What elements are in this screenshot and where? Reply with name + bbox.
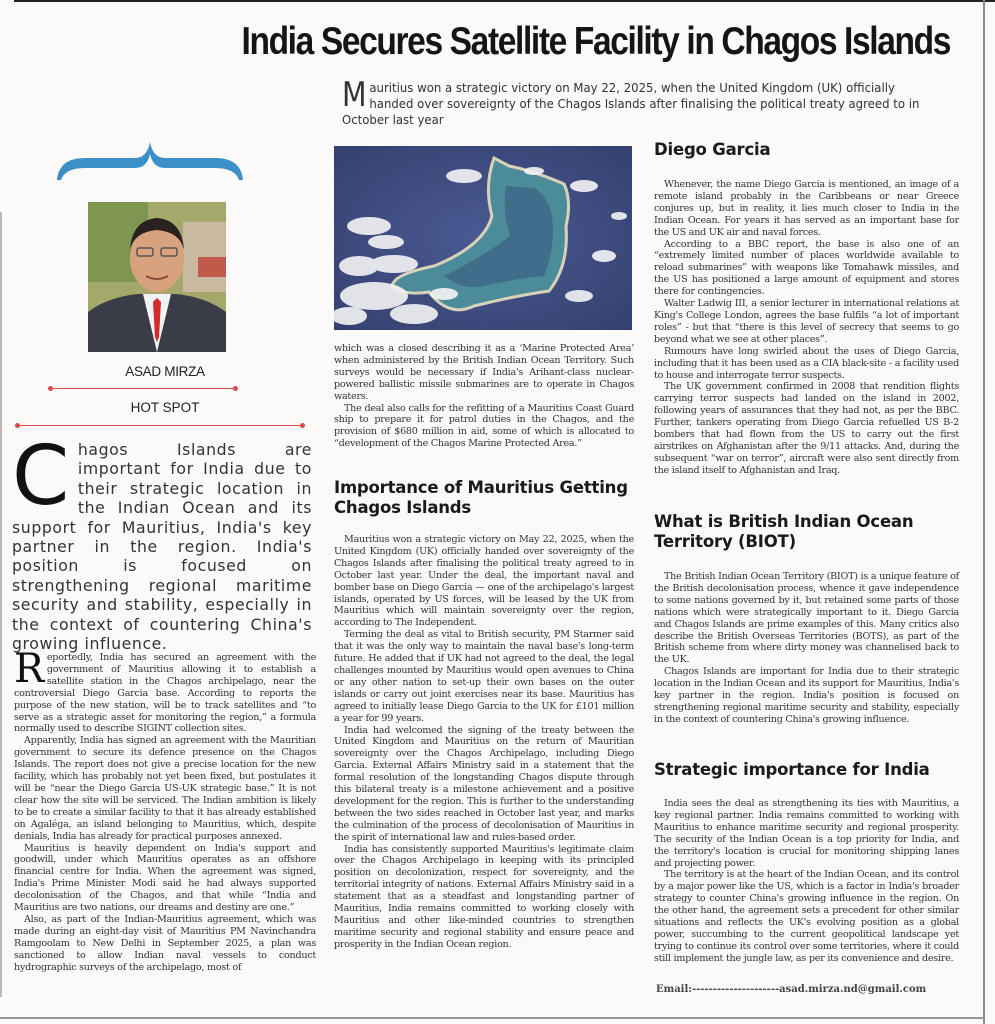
author-portrait-icon <box>88 202 226 352</box>
right-rule <box>983 0 985 1024</box>
pull-quote-text: hagos Islands are important for India due to their strategic location in the Indian Ocean and its support for Mauritius, India's key partner in the region. India's position is focused on strengthening regional maritime security and stability, especially in the context of countering China's growing influence. <box>12 440 312 654</box>
paragraph: Mauritius is heavily dependent on India's support and goodwill, under which Mauritius operates as an offshore financial centre for India. When the agreement was signed, India's Prime Minister Modi said he had always supported decolonisation of the Chagos, and that while “India and Mauritius are two nations, our dreams and destiny are one.” <box>14 842 316 914</box>
email-label: Email:--------------------- <box>656 984 780 995</box>
paragraph: Apparently, India has signed an agreement with the Mauritian government to secure its defence presence on the Chagos Islands. The report does not give a precise location for the new facility, which has probably not yet been fixed, but postulates it will be “near the Diego Garcia US-UK strategic base.” It is not clear how the site will be serviced. The Indian ambition is likely to be to create a similar facility to that it has already established on Agaléga, an island belonging to Mauritius, which, despite denials, India has already for practical purposes annexed. <box>14 735 316 842</box>
standfirst-text: auritius won a strategic victory on May 22, 2025, when the United Kingdom (UK) officially handed over sovereignty of the Chagos Islands after finalising the political treaty agreed to in October last year <box>342 80 920 127</box>
atoll-image-icon <box>334 146 632 330</box>
paragraph: Rumours have long swirled about the uses of Diego Garcia, including that it has been used as a CIA black-site - a facility used to house and interrogate terror suspects. <box>654 345 959 381</box>
pull-quote <box>12 429 312 654</box>
left-rule <box>0 212 2 997</box>
headline: India Secures Satellite Facility in Chagos Islands <box>241 20 951 63</box>
pull-quote-drop-cap: C <box>12 429 70 524</box>
brace-ornament-icon <box>55 140 245 190</box>
paragraph: According to a BBC report, the base is also one of an “extremely limited number of places worldwide available to reload submarines” with weapons like Tomahawk missiles, and the US has positioned a large amount of equipment and stores there for contingencies. <box>654 238 959 298</box>
section-title-strategic: Strategic importance for India <box>654 760 930 779</box>
paragraph: The territory is at the heart of the Indian Ocean, and its control by a major power like the US, which is a factor in India's broader strategy to counter China's growing influence in the region. On the other hand, the agreement sets a precedent for other similar situations and reflects the UK's evolving position as a global power, succumbing to the current geopolitical landscape yet trying to continue its control over some territories, where it could still implement the jungle law, as per its convenience and desire. <box>654 869 959 964</box>
column-1 <box>14 646 316 973</box>
section-title-biot: What is British Indian Ocean Territory (BIOT) <box>654 512 914 551</box>
column-3-strategic <box>654 798 959 965</box>
diego-garcia-satellite-image <box>334 146 632 330</box>
paragraph: Mauritius won a strategic victory on May 22, 2025, when the United Kingdom (UK) officially handed over sovereignty of the Chagos Islands after finalising the political treaty agreed to in October last year. Under the deal, the important naval and bomber base on Diego Garcia — one of the archipelago's largest islands, operated by US forces, will be leased by the UK from Mauritius which will maintain sovereignty over the region, according to The Independent. <box>334 534 634 629</box>
paragraph: Whenever, the name Diego Garcia is mentioned, an image of a remote island probably in the Caribbeans or near Greece conjures up, but in reality, it lies much closer to India in the Indian Ocean. For years it has served as an important base for the US and UK air and naval forces. <box>654 179 959 238</box>
column-3-biot <box>654 571 959 726</box>
author-photo <box>88 202 226 352</box>
paragraph-text: eportedly, India has secured an agreement with the government of Mauritius allowing it to establish a satellite station in the Chagos archipelago, near the controversial Diego Garcia base. According to reports the purpose of the new station, will be to track satellites and “to serve as a strategic asset for monitoring the region,” a formula normally used to describe SIGINT collection sites. <box>14 652 316 735</box>
paragraph: India has consistently supported Mauritius's legitimate claim over the Chagos Archipelago in keeping with its principled position on decolonization, respect for sovereignty, and the territorial integrity of nations. External Affairs Ministry said in a statement that as a steadfast and longstanding partner of Mauritius, India remains committed to working closely with Mauritius and other like-minded countries to strengthen maritime security and regional stability and ensure peace and prosperity in the Indian Ocean region. <box>334 843 634 950</box>
paragraph: Also, as part of the Indian-Mauritius agreement, which was made during an eight-day visit of Mauritius PM Navinchandra Ramgoolam to New Delhi in September 2025, a plan was sanctioned to allow Indian naval vessels to conduct hydrographic surveys of the archipelago, most of <box>14 913 316 973</box>
standfirst-drop-cap: M <box>342 75 367 115</box>
paragraph: The deal also calls for the refitting of a Mauritius Coast Guard ship to prepare it for patrol duties in the Chagos, and the provision of $680 million in aid, some of which is allocated to “development of the Chagos Marine Protected Area.” <box>334 402 634 450</box>
section-title-diego-garcia: Diego Garcia <box>654 140 771 159</box>
column-2-section <box>334 534 634 951</box>
email-link[interactable]: asad.mirza.nd@gmail.com <box>779 984 927 995</box>
section-title-importance: Importance of Mauritius Getting Chagos Islands <box>334 478 628 517</box>
column-2-continuation <box>334 343 634 450</box>
body-drop-cap: R <box>14 646 44 692</box>
author-name: ASAD MIRZA <box>125 364 205 379</box>
paragraph: India sees the deal as strengthening its ties with Mauritius, a key regional partner. India remains committed to working with Mauritius to enhance maritime security and regional prosperity. The security of the Indian Ocean is a top priority for India, and the territory's location is crucial for monitoring shipping lanes and projecting power. <box>654 798 959 869</box>
rule-dot <box>233 386 238 391</box>
paragraph: Chagos Islands are important for India due to their strategic location in the Indian Ocean and its support for Mauritius, India's key partner in the region. India's position is focused on strengthening regional maritime security and stability, especially in the context of countering China's growing influence. <box>654 666 959 725</box>
paragraph <box>14 646 316 735</box>
paragraph: Terming the deal as vital to British security, PM Starmer said that it was the only way to maintain the naval base's long-term future. He added that if UK had not agreed to the deal, the legal challenges mounted by Mauritius would open avenues to China or any other nation to set-up their own bases on the outer islands or carry out joint exercises near its base. Mauritius has agreed to initially lease Diego Garcia to the UK for £101 million a year for 99 years. <box>334 629 634 724</box>
paragraph: India had welcomed the signing of the treaty between the United Kingdom and Mauritius on the return of Mauritian sovereignty over the Chagos Archipelago, including Diego Garcia. External Affairs Ministry said in a statement that the formal resolution of the longstanding Chagos dispute through this bilateral treaty is a milestone achievement and a positive development for the region. This is further to the understanding between the two sides reached in October last year, and marks the culmination of the process of decolonisation of Mauritius in the spirit of international law and rules-based order. <box>334 724 634 843</box>
column-rule <box>17 425 303 426</box>
column-3-diego-garcia <box>654 179 959 477</box>
paragraph: The UK government confirmed in 2008 that rendition flights carrying terror suspects had landed on the island in 2002, following years of assurances that they had not, as per the BBC. Further, tankers operating from Diego Garcia refuelled US B-2 bombers that had flown from the US to carry out the first airstrikes on Afghanistan after the 9/11 attacks. And, during the subsequent “war on terror”, aircraft were also sent directly from the island itself to Afghanistan and Iraq. <box>654 381 959 476</box>
top-rule <box>14 0 995 2</box>
paragraph: Walter Ladwig III, a senior lecturer in international relations at King's College London, agrees the base fulfils “a lot of important roles” - but that “there is this level of secrecy that seems to go beyond what we see at other places”. <box>654 298 959 345</box>
rule-dot <box>300 423 305 428</box>
author-rule <box>50 388 236 389</box>
paragraph: which was a closed describing it as a ‘Marine Protected Area’ when administered by the British Indian Ocean Territory. Such surveys would be necessary if India's Arihant-class nuclear-powered ballistic missile submarines are to operate in Chagos waters. <box>334 343 634 402</box>
column-label: HOT SPOT <box>130 400 200 415</box>
author-email-line <box>656 984 926 995</box>
standfirst <box>342 75 928 128</box>
bottom-rule <box>0 1017 985 1019</box>
paragraph: The British Indian Ocean Territory (BIOT) is a unique feature of the British decolonisation process, whence it gave independence to some nations governed by it, but retained some parts of those nations which were strategically important to it. Diego Garcia and Chagos Islands are prime examples of this. Many critics also describe the British Overseas Territories (BOTS), as part of the British scheme from where dirty money was channelised back to the UK. <box>654 571 959 666</box>
